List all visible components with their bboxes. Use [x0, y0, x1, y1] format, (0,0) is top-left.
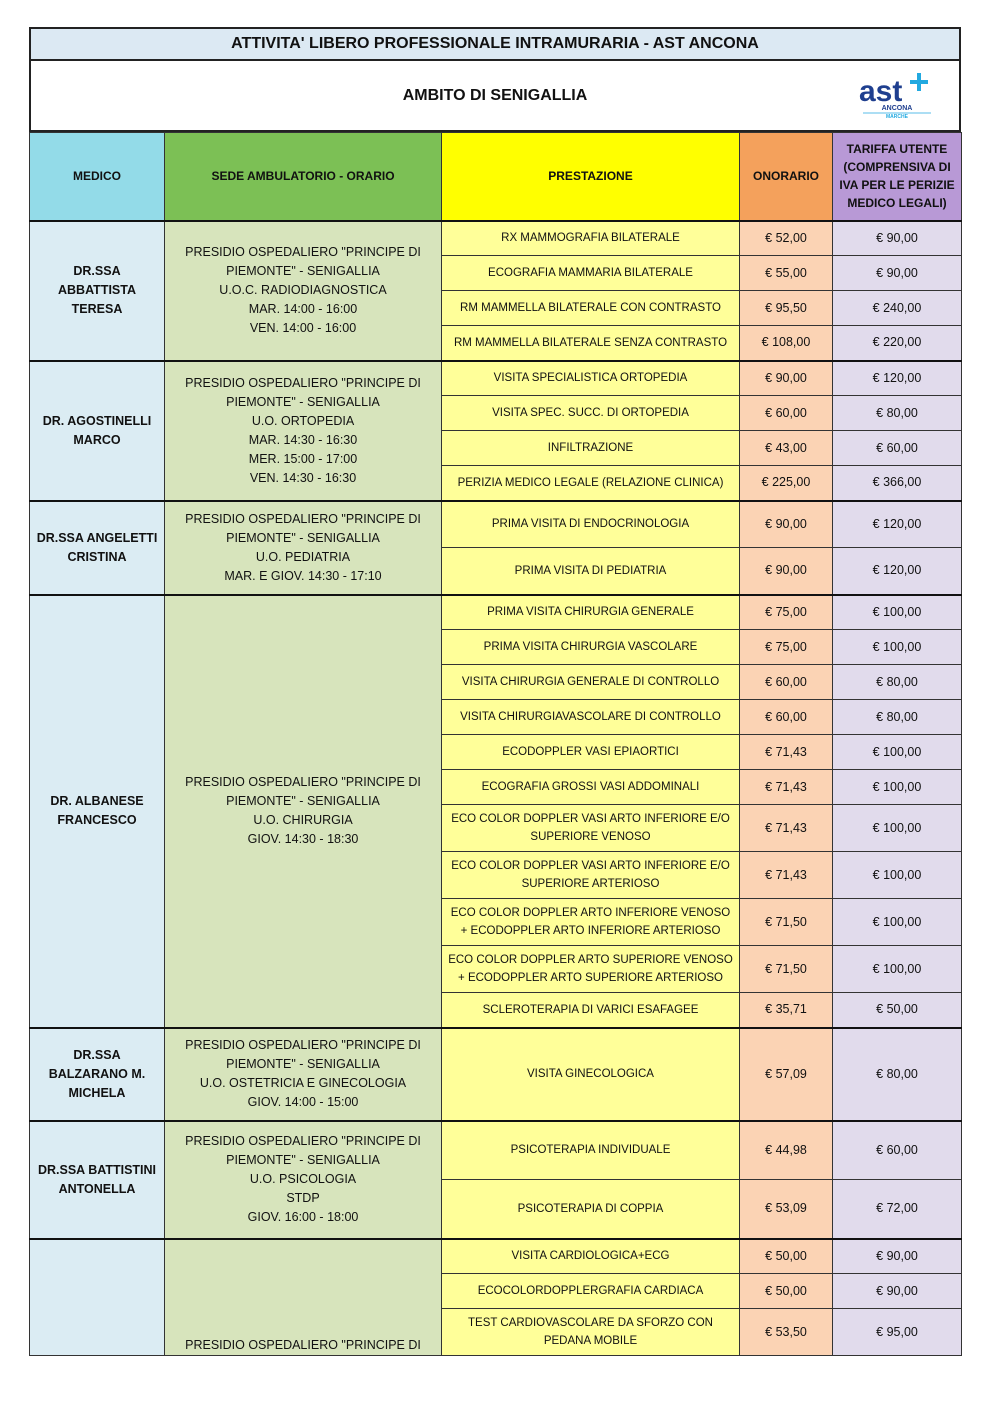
- service-fee: € 52,00: [740, 221, 833, 256]
- location-line: MER. 15:00 - 17:00: [248, 451, 358, 466]
- location-line: U.O. CHIRURGIA: [253, 813, 353, 827]
- location-line: PRESIDIO OSPEDALIERO "PRINCIPE DI PIEMONTE" - SENIGALLIA: [185, 245, 421, 278]
- service-name: RX MAMMOGRAFIA BILATERALE: [442, 221, 740, 256]
- table-body: [30, 221, 962, 1356]
- service-fee: € 71,43: [740, 852, 833, 899]
- service-tariff: € 80,00: [833, 700, 962, 735]
- location-line: PRESIDIO OSPEDALIERO "PRINCIPE DI PIEMONTE" - SENIGALLIA: [185, 375, 421, 409]
- service-name: PRIMA VISITA CHIRURGIA GENERALE: [442, 595, 740, 630]
- service-name: TEST CARDIOVASCOLARE DA SFORZO CON PEDANA MOBILE: [442, 1309, 740, 1356]
- location-line: U.O. ORTOPEDIA: [251, 413, 355, 428]
- logo-text: ast: [859, 75, 903, 108]
- service-fee: € 43,00: [740, 431, 833, 466]
- service-tariff: € 90,00: [833, 1274, 962, 1309]
- service-tariff: € 120,00: [833, 548, 962, 595]
- service-name: ECO COLOR DOPPLER ARTO INFERIORE VENOSO + ECODOPPLER ARTO INFERIORE ARTERIOSO: [442, 899, 740, 946]
- service-fee: € 71,50: [740, 899, 833, 946]
- column-header-sede: SEDE AMBULATORIO - ORARIO: [165, 133, 442, 221]
- location-line: U.O. PEDIATRIA: [255, 549, 351, 564]
- service-name: PRIMA VISITA DI PEDIATRIA: [442, 548, 740, 595]
- doctor-location-schedule: [165, 501, 442, 595]
- service-name: RM MAMMELLA BILATERALE SENZA CONTRASTO: [442, 326, 740, 361]
- service-name: PSICOTERAPIA DI COPPIA: [442, 1180, 740, 1239]
- service-fee: € 71,50: [740, 946, 833, 993]
- location-line: VEN. 14:30 - 16:30: [249, 470, 357, 485]
- service-name: ECO COLOR DOPPLER ARTO SUPERIORE VENOSO + ECODOPPLER ARTO SUPERIORE ARTERIOSO: [442, 946, 740, 993]
- service-fee: € 60,00: [740, 665, 833, 700]
- location-line: MAR. E GIOV. 14:30 - 17:10: [224, 568, 382, 583]
- service-tariff: € 100,00: [833, 735, 962, 770]
- service-fee: € 35,71: [740, 993, 833, 1028]
- service-name: RM MAMMELLA BILATERALE CON CONTRASTO: [442, 291, 740, 326]
- tariff-sheet: [29, 27, 961, 1356]
- service-tariff: € 366,00: [833, 466, 962, 501]
- doctor-location-schedule: [165, 595, 442, 1028]
- service-tariff: € 60,00: [833, 431, 962, 466]
- table-row: [30, 595, 962, 630]
- service-name: VISITA SPECIALISTICA ORTOPEDIA: [442, 361, 740, 396]
- document-subtitle: AMBITO DI SENIGALLIA: [402, 86, 588, 104]
- service-name: VISITA GINECOLOGICA: [442, 1028, 740, 1121]
- service-tariff: € 60,00: [833, 1121, 962, 1180]
- document-subtitle-box: [29, 61, 961, 132]
- doctor-location-schedule: [165, 1028, 442, 1121]
- service-name: ECO COLOR DOPPLER VASI ARTO INFERIORE E/O SUPERIORE VENOSO: [442, 805, 740, 852]
- table-row: [30, 1239, 962, 1274]
- service-tariff: € 100,00: [833, 770, 962, 805]
- service-fee: € 75,00: [740, 595, 833, 630]
- location-line: GIOV. 14:00 - 15:00: [247, 1095, 359, 1109]
- service-fee: € 60,00: [740, 396, 833, 431]
- service-fee: € 95,50: [740, 291, 833, 326]
- doctor-name: DR.SSA BALZARANO M. MICHELA: [30, 1028, 165, 1121]
- service-fee: € 60,00: [740, 700, 833, 735]
- service-name: ECODOPPLER VASI EPIAORTICI: [442, 735, 740, 770]
- column-header-prestazione: PRESTAZIONE: [442, 133, 740, 221]
- table-row: [30, 361, 962, 396]
- location-line: U.O. OSTETRICIA E GINECOLOGIA: [199, 1076, 407, 1090]
- service-fee: € 50,00: [740, 1274, 833, 1309]
- doctor-name: DR.SSA ABBATTISTA TERESA: [30, 221, 165, 361]
- service-tariff: € 80,00: [833, 665, 962, 700]
- doctor-location-schedule: [165, 221, 442, 361]
- service-fee: € 71,43: [740, 770, 833, 805]
- service-tariff: € 240,00: [833, 291, 962, 326]
- document-title: ATTIVITA' LIBERO PROFESSIONALE INTRAMURARIA - AST ANCONA: [29, 27, 961, 61]
- location-line: PRESIDIO OSPEDALIERO "PRINCIPE DI PIEMONTE" - SENIGALLIA: [185, 775, 421, 808]
- service-tariff: € 80,00: [833, 396, 962, 431]
- location-line: U.O.C. RADIODIAGNOSTICA: [219, 283, 387, 297]
- service-name: SCLEROTERAPIA DI VARICI ESAFAGEE: [442, 993, 740, 1028]
- service-tariff: € 80,00: [833, 1028, 962, 1121]
- service-name: INFILTRAZIONE: [442, 431, 740, 466]
- service-fee: € 225,00: [740, 466, 833, 501]
- column-header-tariffa: TARIFFA UTENTE (COMPRENSIVA DI IVA PER LE PERIZIE MEDICO LEGALI): [833, 133, 962, 221]
- logo-caption: ANCONA: [881, 105, 913, 112]
- location-line: VEN. 14:00 - 16:00: [249, 321, 357, 335]
- service-tariff: € 90,00: [833, 256, 962, 291]
- table-row: [30, 1121, 962, 1180]
- service-fee: € 71,43: [740, 805, 833, 852]
- service-fee: € 44,98: [740, 1121, 833, 1180]
- column-header-onorario: ONORARIO: [740, 133, 833, 221]
- service-name: PRIMA VISITA CHIRURGIA VASCOLARE: [442, 630, 740, 665]
- service-name: PRIMA VISITA DI ENDOCRINOLOGIA: [442, 501, 740, 548]
- location-line: PRESIDIO OSPEDALIERO "PRINCIPE DI: [185, 1338, 421, 1352]
- doctor-name: DR.SSA BATTISTINI ANTONELLA: [30, 1121, 165, 1239]
- location-line: GIOV. 14:30 - 18:30: [247, 832, 359, 846]
- table-header-row: [30, 133, 962, 221]
- service-fee: € 75,00: [740, 630, 833, 665]
- doctor-location-schedule: [165, 361, 442, 501]
- service-tariff: € 120,00: [833, 501, 962, 548]
- service-tariff: € 120,00: [833, 361, 962, 396]
- service-fee: € 55,00: [740, 256, 833, 291]
- doctor-name: DR. AGOSTINELLI MARCO: [30, 361, 165, 501]
- logo-region: MARCHE: [886, 114, 908, 119]
- location-line: PRESIDIO OSPEDALIERO "PRINCIPE DI PIEMONTE" - SENIGALLIA: [185, 1038, 421, 1071]
- service-name: ECOGRAFIA GROSSI VASI ADDOMINALI: [442, 770, 740, 805]
- location-line: MAR. 14:00 - 16:00: [248, 302, 358, 316]
- service-fee: € 53,50: [740, 1309, 833, 1356]
- location-line: GIOV. 16:00 - 18:00: [247, 1210, 359, 1224]
- tariff-table: [29, 132, 962, 1356]
- service-name: ECOGRAFIA MAMMARIA BILATERALE: [442, 256, 740, 291]
- service-fee: € 50,00: [740, 1239, 833, 1274]
- location-line: PRESIDIO OSPEDALIERO "PRINCIPE DI PIEMONTE" - SENIGALLIA: [185, 511, 421, 545]
- table-row: [30, 501, 962, 548]
- location-line: U.O. PSICOLOGIA: [249, 1172, 357, 1186]
- service-fee: € 90,00: [740, 501, 833, 548]
- doctor-location-schedule: [165, 1239, 442, 1356]
- service-tariff: € 72,00: [833, 1180, 962, 1239]
- service-tariff: € 220,00: [833, 326, 962, 361]
- doctor-name: DR. ALBANESE FRANCESCO: [30, 595, 165, 1028]
- location-line: STDP: [286, 1191, 320, 1205]
- location-line: PRESIDIO OSPEDALIERO "PRINCIPE DI PIEMONTE" - SENIGALLIA: [185, 1134, 421, 1167]
- location-line: MAR. 14:30 - 16:30: [248, 432, 358, 447]
- service-fee: € 71,43: [740, 735, 833, 770]
- service-fee: € 108,00: [740, 326, 833, 361]
- ast-ancona-logo: [857, 71, 937, 119]
- service-tariff: € 100,00: [833, 852, 962, 899]
- service-fee: € 90,00: [740, 361, 833, 396]
- table-row: [30, 221, 962, 256]
- service-tariff: € 95,00: [833, 1309, 962, 1356]
- doctor-name: [30, 1239, 165, 1356]
- service-tariff: € 100,00: [833, 630, 962, 665]
- doctor-location-schedule: [165, 1121, 442, 1239]
- service-name: ECOCOLORDOPPLERGRAFIA CARDIACA: [442, 1274, 740, 1309]
- service-fee: € 57,09: [740, 1028, 833, 1121]
- service-fee: € 53,09: [740, 1180, 833, 1239]
- service-name: VISITA SPEC. SUCC. DI ORTOPEDIA: [442, 396, 740, 431]
- service-tariff: € 50,00: [833, 993, 962, 1028]
- service-tariff: € 100,00: [833, 899, 962, 946]
- service-tariff: € 100,00: [833, 946, 962, 993]
- service-tariff: € 100,00: [833, 805, 962, 852]
- column-header-medico: MEDICO: [30, 133, 165, 221]
- service-name: VISITA CHIRURGIA GENERALE DI CONTROLLO: [442, 665, 740, 700]
- service-fee: € 90,00: [740, 548, 833, 595]
- service-name: ECO COLOR DOPPLER VASI ARTO INFERIORE E/O SUPERIORE ARTERIOSO: [442, 852, 740, 899]
- service-name: VISITA CARDIOLOGICA+ECG: [442, 1239, 740, 1274]
- doctor-name: DR.SSA ANGELETTI CRISTINA: [30, 501, 165, 595]
- table-row: [30, 1028, 962, 1121]
- service-name: PSICOTERAPIA INDIVIDUALE: [442, 1121, 740, 1180]
- service-name: PERIZIA MEDICO LEGALE (RELAZIONE CLINICA): [442, 466, 740, 501]
- service-tariff: € 90,00: [833, 1239, 962, 1274]
- service-name: VISITA CHIRURGIAVASCOLARE DI CONTROLLO: [442, 700, 740, 735]
- service-tariff: € 100,00: [833, 595, 962, 630]
- service-tariff: € 90,00: [833, 221, 962, 256]
